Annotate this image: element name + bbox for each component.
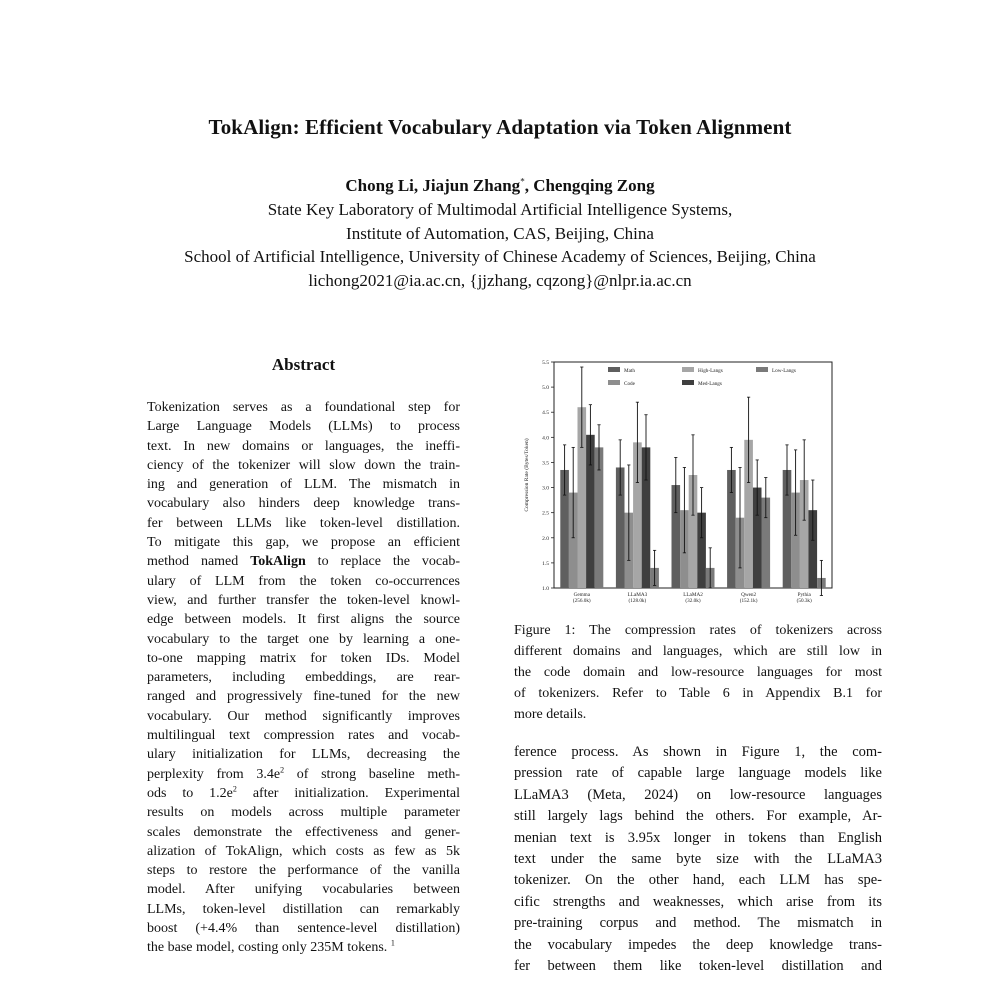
legend-label: High-Langs <box>698 368 723 374</box>
x-tick-sublabel: (256.0k) <box>572 598 591 604</box>
abstract-line: ulary initialization for LLMs, decreasing the <box>147 747 460 763</box>
x-tick-sublabel: (32.0k) <box>685 598 701 604</box>
abstract-heading: Abstract <box>271 355 336 374</box>
abstract-line: fer between LLMs like token-level distillation. <box>147 515 460 531</box>
abstract-line: vocabulary. Our method significantly improves <box>147 708 460 724</box>
footnote-marker[interactable]: 1 <box>390 938 395 948</box>
corresponding-author-mark: * <box>520 176 525 187</box>
abstract-text-run: after initialization. Experimental <box>236 785 460 801</box>
abstract-line: vocabulary to the target one by learning a one- <box>147 631 460 647</box>
author-1: Chong Li, <box>345 176 423 195</box>
legend-swatch <box>682 380 694 385</box>
abstract-text-run: to replace the vocab- <box>305 554 461 570</box>
body-line: still largely lags behind the others. For example, Ar- <box>514 808 882 825</box>
body-line: cific strengths and weaknesses, which arise from its <box>514 893 882 910</box>
abstract-line: multilingual text compression rates and vocab- <box>147 728 460 744</box>
y-tick-label: 1.5 <box>542 560 549 567</box>
legend-label: Code <box>624 381 635 387</box>
compression-rate-chart <box>512 354 848 616</box>
abstract-line: parameters, including embeddings, are rear- <box>147 670 460 686</box>
caption-line: Figure 1: The compression rates of tokenizers across <box>514 623 882 638</box>
abstract-line: ranged and progressively fine-tuned for the new <box>147 689 460 705</box>
abstract-line: text. In new domains or languages, the ineffi- <box>147 438 460 454</box>
abstract-line: steps to restore the performance of the vanilla <box>147 863 460 879</box>
y-tick-label: 3.0 <box>542 485 549 492</box>
author-2: Jiajun Zhang <box>422 176 521 195</box>
caption-line: more details. <box>514 707 587 722</box>
body-line: pression rate of capable large language models like <box>514 765 882 782</box>
x-tick-sublabel: (152.1k) <box>739 598 758 604</box>
abstract-text-run: the base model, costing only 235M tokens. <box>147 940 388 956</box>
body-line: pre-training corpus and method. The mismatch in <box>514 915 882 932</box>
abstract-line <box>147 938 460 957</box>
abstract-line <box>147 765 460 784</box>
abstract-line: To mitigate this gap, we propose an efficient <box>147 535 460 551</box>
figure-caption <box>514 620 882 725</box>
author-3: , Chengqing Zong <box>524 176 655 195</box>
legend-swatch <box>756 367 768 372</box>
y-tick-label: 5.5 <box>542 360 549 366</box>
legend-label: Math <box>624 368 635 374</box>
legend-swatch <box>682 367 694 372</box>
affiliation-line-3: School of Artificial Intelligence, University of Chinese Academy of Sciences, Beijing, China <box>184 247 816 266</box>
affiliation-line-2: Institute of Automation, CAS, Beijing, China <box>346 224 654 243</box>
body-line: the vocabulary impedes the deep knowledge trans- <box>514 936 882 953</box>
body-line: tokenizer. On the other hand, each LLM has spe- <box>514 872 882 889</box>
x-tick-sublabel: (128.0k) <box>628 598 647 604</box>
abstract-text-run: of strong baseline meth- <box>284 766 460 782</box>
abstract-line: results on models across multiple parameter <box>147 805 460 821</box>
abstract-line: alization of TokAlign, which costs as few as 5k <box>147 843 460 859</box>
caption-line: the code domain and low-resource languages for most <box>514 665 882 680</box>
abstract-line: vocabulary also hinders deep knowledge trans- <box>147 496 460 512</box>
x-tick-sublabel: (50.3k) <box>796 598 812 604</box>
affiliation-line-1: State Key Laboratory of Multimodal Artificial Intelligence Systems, <box>267 200 733 219</box>
abstract-line: edge between models. It first aligns the source <box>147 612 460 628</box>
abstract-line: Large Language Models (LLMs) to process <box>147 419 460 435</box>
abstract-line: ing and generation of LLM. The mismatch in <box>147 477 460 493</box>
abstract-line: view, and further transfer the token-level knowl- <box>147 592 460 608</box>
body-line: LLaMA3 (Meta, 2024) on low-resource languages <box>514 786 882 803</box>
abstract-line: LLMs, token-level distillation can remarkably <box>147 901 460 917</box>
legend-label: Low-Langs <box>772 368 796 374</box>
abstract-text-run: method named <box>147 554 239 570</box>
abstract-line: boost (+4.4% than sentence-level distillation) <box>147 921 460 937</box>
abstract-line <box>147 784 460 803</box>
body-line: text under the same byte size with the LLaMA3 <box>514 850 882 867</box>
x-tick-label: LLaMA2 <box>683 592 703 598</box>
y-tick-label: 1.0 <box>542 586 549 592</box>
y-tick-label: 5.0 <box>542 385 549 392</box>
body-text <box>514 742 882 977</box>
x-tick-label: Gemma <box>573 592 591 598</box>
abstract-line: scales demonstrate the effectiveness and gener- <box>147 824 460 840</box>
method-name: TokAlign <box>250 554 306 570</box>
author-list <box>0 176 1000 196</box>
abstract-line: Tokenization serves as a foundational step for <box>147 400 460 415</box>
caption-line: different domains and languages, which are still low in <box>514 644 882 659</box>
paper-title: TokAlign: Efficient Vocabulary Adaptation via Token Alignment <box>208 115 792 139</box>
legend-swatch <box>608 367 620 372</box>
abstract-text-run: perplexity from 3.4e <box>147 766 281 782</box>
y-tick-label: 3.5 <box>542 460 549 467</box>
abstract-text-run: ods to 1.2e <box>147 785 233 801</box>
abstract-text <box>147 398 460 958</box>
x-tick-label: Pythia <box>797 592 811 598</box>
y-tick-label: 4.0 <box>542 435 549 442</box>
exponent: 2 <box>280 764 285 774</box>
y-tick-label: 2.5 <box>542 510 549 517</box>
x-tick-label: LLaMA3 <box>627 592 648 598</box>
legend-label: Med-Langs <box>698 381 722 387</box>
y-axis-label: Compression Rate (Bytes/Token) <box>524 438 530 512</box>
author-emails: lichong2021@ia.ac.cn, {jjzhang, cqzong}@nlpr.ia.ac.cn <box>308 271 692 290</box>
x-tick-label: Qwen2 <box>741 592 757 598</box>
caption-line: of tokenizers. Refer to Table 6 in Appendix B.1 for <box>514 686 882 701</box>
body-line: fer between them like token-level distillation and <box>514 957 882 974</box>
body-line: ference process. As shown in Figure 1, the com- <box>514 744 882 760</box>
abstract-line: ciency of the tokenizer will slow down the train- <box>147 457 460 473</box>
body-line: menian text is 3.95x longer in tokens than English <box>514 829 882 846</box>
abstract-line <box>147 552 460 571</box>
abstract-line: ulary of LLM from the token co-occurrences <box>147 573 460 589</box>
y-tick-label: 4.5 <box>542 410 549 417</box>
abstract-line: model. After unifying vocabularies between <box>147 882 460 898</box>
legend-swatch <box>608 380 620 385</box>
abstract-line: to-one mapping matrix for token IDs. Model <box>147 650 460 666</box>
exponent: 2 <box>232 784 237 794</box>
y-tick-label: 2.0 <box>542 535 549 542</box>
